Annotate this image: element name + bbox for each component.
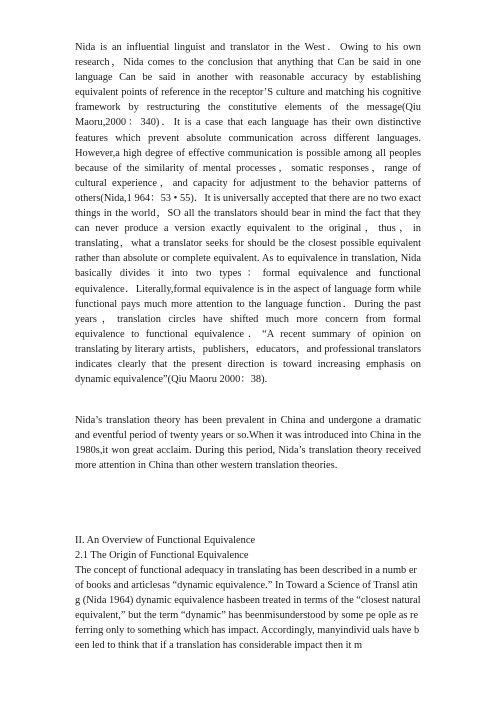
subsection-heading: 2.1 The Origin of Functional Equivalence: [75, 550, 249, 562]
paragraph-nida-in-china: Nida’s translation theory has been prevalent in China and undergone a dramatic and eventful period of twenty years or so.When it was introduced into China in the 1980s,it won great acclaim. During this period, Nida’s translation theory received more attention in China than other western translation theories.: [75, 415, 421, 472]
section-header-group: [75, 533, 421, 563]
paragraph-origin-functional-equivalence: The concept of functional adequacy in translating has been described in a numb er of books and articlesas “dynamic equivalence.” In Toward a Science of Transl ating (Nida 1964) dynamic equivalence hasbeen treated in terms of the “closest natural equivalent,” but the term “dynamic” has beenmisunderstood by some pe ople as referring only to something which has impact. Accordingly, manyindivid uals have been led to think that if a translation has considerable impact then it m: [75, 565, 421, 652]
section-heading: II. An Overview of Functional Equivalence: [75, 535, 256, 546]
paragraph-nida-overview: Nida is an influential linguist and translator in the West．Owing to his own research，Nida comes to the conclusion that anything that Can be said in one language Can be said in another with reasonable accuracy by establishing equivalent points of reference in the receptor’S culture and matching his cognitive framework by restructuring the constitutive elements of the message(Qiu Maoru,2000：340)．It is a case that each language has their own distinctive features which prevent absolute communication across different languages. However,a high degree of effective communication is possible among all peoples because of the similarity of mental processes，somatic responses，range of cultural experience，and capacity for adjustment to the behavior patterns of others(Nida,1 964：53 • 55)．It is universally accepted that there are no two exact things in the world，SO all the translators should bear in mind the fact that they can never produce a version exactly equivalent to the original，thus，in translating，what a translator seeks for should be the closest possible equivalent rather than absolute or complete equivalent. As to equivalence in translation, Nida basically divides it into two types：formal equivalence and functional equivalence．Literally,formal equivalence is in the aspect of language form while functional pays much more attention to the language function．During the past years，translation circles have shifted much more concern from formal equivalence to functional equivalence．“A recent summary of opinion on translating by literary artists，publishers，educators，and professional translators indicates clearly that the present direction is toward increasing emphasis on dynamic equivalence”(Qiu Maoru 2000：38).: [75, 42, 421, 386]
